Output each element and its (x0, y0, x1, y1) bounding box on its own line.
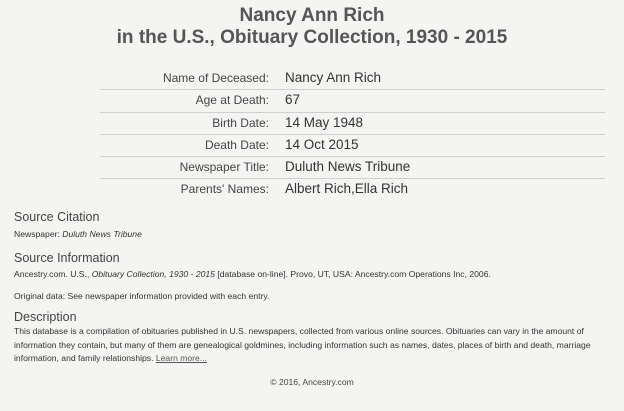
fact-row-parents (100, 179, 605, 200)
description-text: This database is a compilation of obituaries published in U.S. newspapers, collected from various online sources. Obituaries can vary in the amount of information they contain, but many of them are genealogical goldmines, including information such as names, dates, places of birth and death, marriage information, and family relationships. Learn more... (14, 326, 591, 363)
record-title: Nancy Ann Rich (239, 5, 385, 26)
fact-value: Duluth News Tribune (285, 159, 411, 175)
source-citation-heading: Source Citation (14, 210, 100, 224)
collection-title: in the U.S., Obituary Collection, 1930 - 2015 (116, 27, 508, 48)
fact-label: Parents' Names: (180, 182, 269, 197)
fact-label: Death Date: (204, 137, 269, 152)
newspaper-name: Duluth News Tribune (62, 229, 142, 239)
learn-more-link[interactable]: Learn more... (155, 353, 207, 363)
fact-value: 67 (285, 92, 301, 108)
fact-label: Name of Deceased: (162, 71, 269, 85)
original-data-text: Original data: See newspaper information provided with each entry. (14, 291, 270, 301)
fact-row-name (100, 68, 605, 90)
fact-value: 14 May 1948 (285, 114, 364, 130)
fact-value: 14 Oct 2015 (285, 136, 359, 152)
fact-row-age (100, 90, 605, 112)
record-facts-table (100, 68, 605, 201)
collection-name: Obituary Collection, 1930 - 2015 (91, 269, 215, 279)
copyright: © 2016, Ancestry.com (270, 377, 354, 387)
fact-label: Birth Date: (212, 115, 269, 130)
fact-label: Age at Death: (195, 93, 269, 108)
description-heading: Description (14, 310, 77, 324)
fact-value: Nancy Ann Rich (285, 70, 382, 85)
fact-label: Newspaper Title: (179, 160, 269, 175)
fact-value: Albert Rich,Ella Rich (285, 181, 409, 197)
source-information-text: Ancestry.com. U.S., Obituary Collection, 1930 - 2015 [database on-line]. Provo, UT, USA: Ancestry.com Operations Inc, 2006. (14, 269, 491, 279)
source-information-heading: Source Information (14, 251, 120, 265)
fact-row-death-date (100, 135, 605, 157)
fact-row-newspaper (100, 157, 605, 179)
fact-row-birth-date (100, 113, 605, 135)
source-citation-text: Newspaper: Duluth News Tribune (14, 229, 142, 239)
